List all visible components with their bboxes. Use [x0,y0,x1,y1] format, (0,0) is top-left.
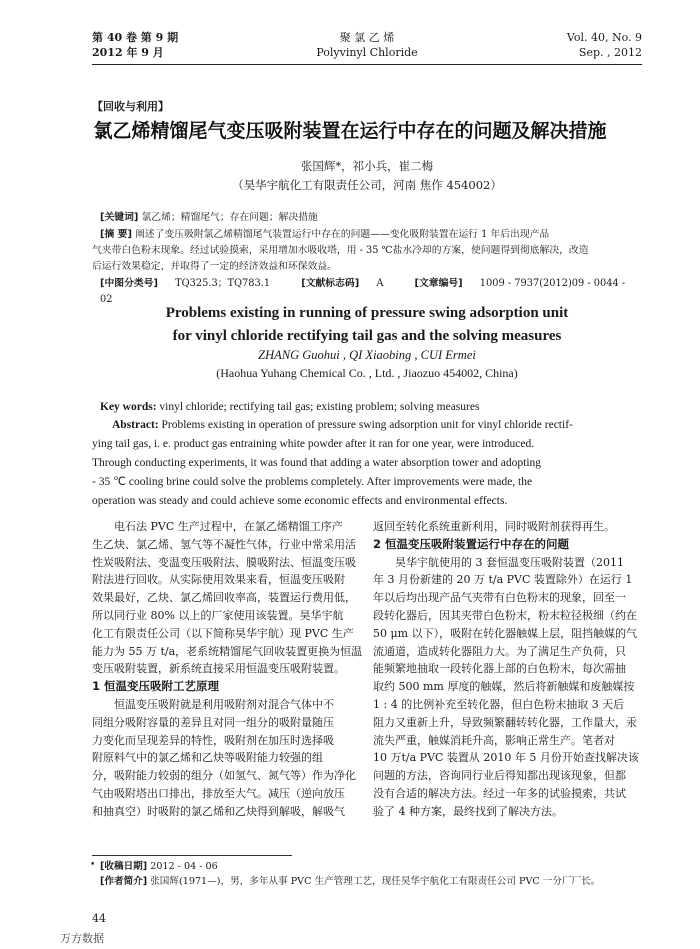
doc-code-label: [文献标志码] [301,278,360,289]
journal-volume-en [567,30,642,60]
body-line: 恒温变压吸附就是利用吸附剂对混合气体中不 [114,697,334,711]
abstract-cn-line: 气夹带白色粉末现象。经过试验摸索，采用增加水吸收塔，用 - 35 ℃盐水冷却的方案，使问题得到彻底解决，改造 [92,245,589,256]
body-line: 1 : 4 的比例补充至转化器，但白色粉末抽取 3 天后 [373,697,625,711]
footnote-bullet-icon: • [90,860,96,870]
issue-date-en: Sep. , 2012 [578,46,642,59]
watermark: 万方数据 [60,932,104,945]
authors-cn: 张国辉*，祁小兵，崔二梅 [300,159,434,173]
clc-value: TQ325.3；TQ783.1 [175,278,271,289]
abstract-en-label: Abstract: [112,419,159,431]
keywords-en [100,398,642,417]
abstract-cn-line: 后运行效果稳定，并取得了一定的经济效益和环保效益。 [92,261,337,272]
author-bio: 张国辉(1971—)，男，多年从事 PVC 生产管理工艺，现任昊华宇航化工有限责任公司 PVC 一分厂厂长。 [150,876,601,887]
body-line: 50 μm 以下），吸附在转化器触媒上层，阻挡触媒的气 [373,626,638,640]
abstract-en-line [92,416,642,435]
body-line: 昊华宇航使用的 3 套恒温变压吸附装置（2011 [395,555,624,569]
keywords-en-text: vinyl chloride; rectifying tail gas; existing problem; solving measures [159,401,480,413]
section-tag: 【回收与利用】 [92,100,169,113]
body-column-right [373,518,643,821]
body-line: 10 万t/a PVC 装置从 2010 年 5 月份开始查找解决该 [373,751,639,765]
clc-label: [中图分类号] [100,278,158,289]
received-label: [收稿日期] [100,861,148,872]
article-id-value: 1009 - 7937(2012)09 - 0044 - 02 [100,278,626,305]
doc-code-value: A [376,278,384,289]
body-line: 和抽真空）时吸附的氯乙烯和乙炔得到解吸，解吸气 [92,804,345,818]
abstract-cn [92,227,640,275]
author-bio-label: [作者简介] [100,876,148,887]
keywords-cn [100,210,640,226]
body-line: 力变化而呈现差异的特性，吸附剂在加压时选择吸 [92,733,334,747]
body-line: 阻力又重新上升，导致频繁翻转转化器，工作量大，汞 [373,715,637,729]
keywords-cn-label: [关键词] [100,212,139,223]
abstract-en-line: ying tail gas, i. e. product gas entraining white powder after it ran for one year, were introduced. [92,438,535,450]
body-line: 同组分吸附容量的差异且对同一组分的吸附量随压 [92,715,334,729]
body-line: 问题的方法，咨询同行业后得知都出现该现象，但都 [373,769,626,783]
body-line: 效果最好，乙炔、氯乙烯回收率高，装置运行费用低， [92,591,356,605]
affiliation-cn: （昊华宇航化工有限责任公司，河南 焦作 454002） [232,178,502,192]
journal-name-cn: 聚 氯 乙 烯 [339,31,395,44]
body-line: 气由吸附塔出口排出，排放至大气。减压（逆向放压 [92,786,345,800]
body-line: 年以后均出现产品气夹带有白色粉末的现象，回至一 [373,591,626,605]
body-line: 电石法 PVC 生产过程中，在氯乙烯精馏工序产 [114,520,343,533]
keywords-en-label: Key words: [100,401,157,413]
body-line: 生乙炔、氯乙烯、氢气等不凝性气体，行业中常采用活 [92,537,356,551]
body-line: 年 3 月份新建的 20 万 t/a PVC 装置除外）在运行 1 [373,573,633,587]
body-line: 取约 500 mm 厚度的触媒，然后将新触媒和废触媒按 [373,680,635,694]
body-line: 没有合适的解决方法。经过一年多的试验摸索，共试 [373,786,626,800]
title-cn: 氯乙烯精馏尾气变压吸附装置在运行中存在的问题及解决措施 [93,120,607,142]
running-header [92,30,642,65]
body-line: 流通道，造成转化器阻力大。为了满足生产负荷，只 [373,644,626,658]
body-column-left [92,518,362,821]
abstract-cn-line [92,227,640,243]
abstract-cn-text: 阐述了变压吸附氯乙烯精馏尾气装置运行中存在的问题——变化吸附装置在运行 1 年后出现产品 [135,229,550,240]
section-heading-1: 1 恒温变压吸附工艺原理 [92,679,220,694]
journal-name-en: Polyvinyl Chloride [316,46,418,59]
clc-group [100,278,284,289]
footnote-author [100,875,600,889]
body-line: 所以同行业 80% 以上的厂家使用该装置。昊华宇航 [92,608,344,622]
body-line: 能频繁地抽取一段转化器上部的白色粉末，每次需抽 [373,662,626,676]
footnote-received [100,860,218,874]
page-number: 44 [92,912,106,925]
issue-date-cn: 2012 年 9 月 [92,46,164,59]
title-en-line2: for vinyl chloride rectifying tail gas and the solving measures [172,328,562,344]
body-line: 返回至转化系统重新利用，同时吸附剂获得再生。 [373,520,615,533]
affiliation-en: (Haohua Yuhang Chemical Co. , Ltd. , Jiaozuo 454002, China) [216,366,518,380]
title-en [92,302,642,348]
volume-issue: 第 40 卷 第 9 期 [92,31,179,44]
abstract-en-line: operation was steady and could achieve some economic effects and environmental effects. [92,495,508,507]
journal-name [92,30,642,60]
body-line: 段转化器后，因其夹带白色粉末，粉末粒径极细（约在 [373,608,637,622]
vol-no-en: Vol. 40, No. 9 [566,31,642,44]
body-line: 能力为 55 万 t/a，老系统精馏尾气回收装置更换为恒温 [92,644,362,658]
abstract-en-line: - 35 ℃ cooling brine could solve the problems completely. After improvements were made, the [92,476,533,488]
body-line: 附原料气中的氯乙烯和乙炔等吸附能力较强的组 [92,751,323,765]
abstract-en-line: Through conducting experiments, it was found that adding a water absorption tower and adopting [92,457,542,469]
body-line: 附法进行回收。从实际使用效果来看，恒温变压吸附 [92,573,345,587]
body-line: 化工有限责任公司（以下简称昊华宇航）现 PVC 生产 [92,626,354,640]
keywords-cn-text: 氯乙烯；精馏尾气；存在问题；解决措施 [141,212,318,223]
footnote-divider [92,855,292,856]
body-line: 性炭吸附法、变温变压吸附法、膜吸附法、恒温变压吸 [92,555,356,569]
authors-en: ZHANG Guohui , QI Xiaobing , CUI Ermei [258,348,476,362]
body-line: 分，吸附能力较弱的组分（如氢气、氮气等）作为净化 [92,769,356,783]
received-date: 2012 - 04 - 06 [150,861,218,872]
body-line: 流失严重，触媒消耗升高，影响正常生产。笔者对 [373,733,615,747]
abstract-cn-label: [摘 要] [100,229,132,240]
article-id-label: [文章编号] [414,278,463,289]
body-line: 验了 4 种方案，最终找到了解决方法。 [373,804,563,818]
abstract-en-text: Problems existing in operation of pressure swing adsorption unit for vinyl chloride rectif- [161,419,573,431]
section-heading-2: 2 恒温变压吸附装置运行中存在的问题 [373,536,570,551]
body-line: 变压吸附装置，新系统直接采用恒温变压吸附装置。 [92,662,345,676]
doc-code-group [301,278,397,289]
title-en-line1: Problems existing in running of pressure swing adsorption unit [165,305,569,321]
abstract-en [92,416,642,511]
